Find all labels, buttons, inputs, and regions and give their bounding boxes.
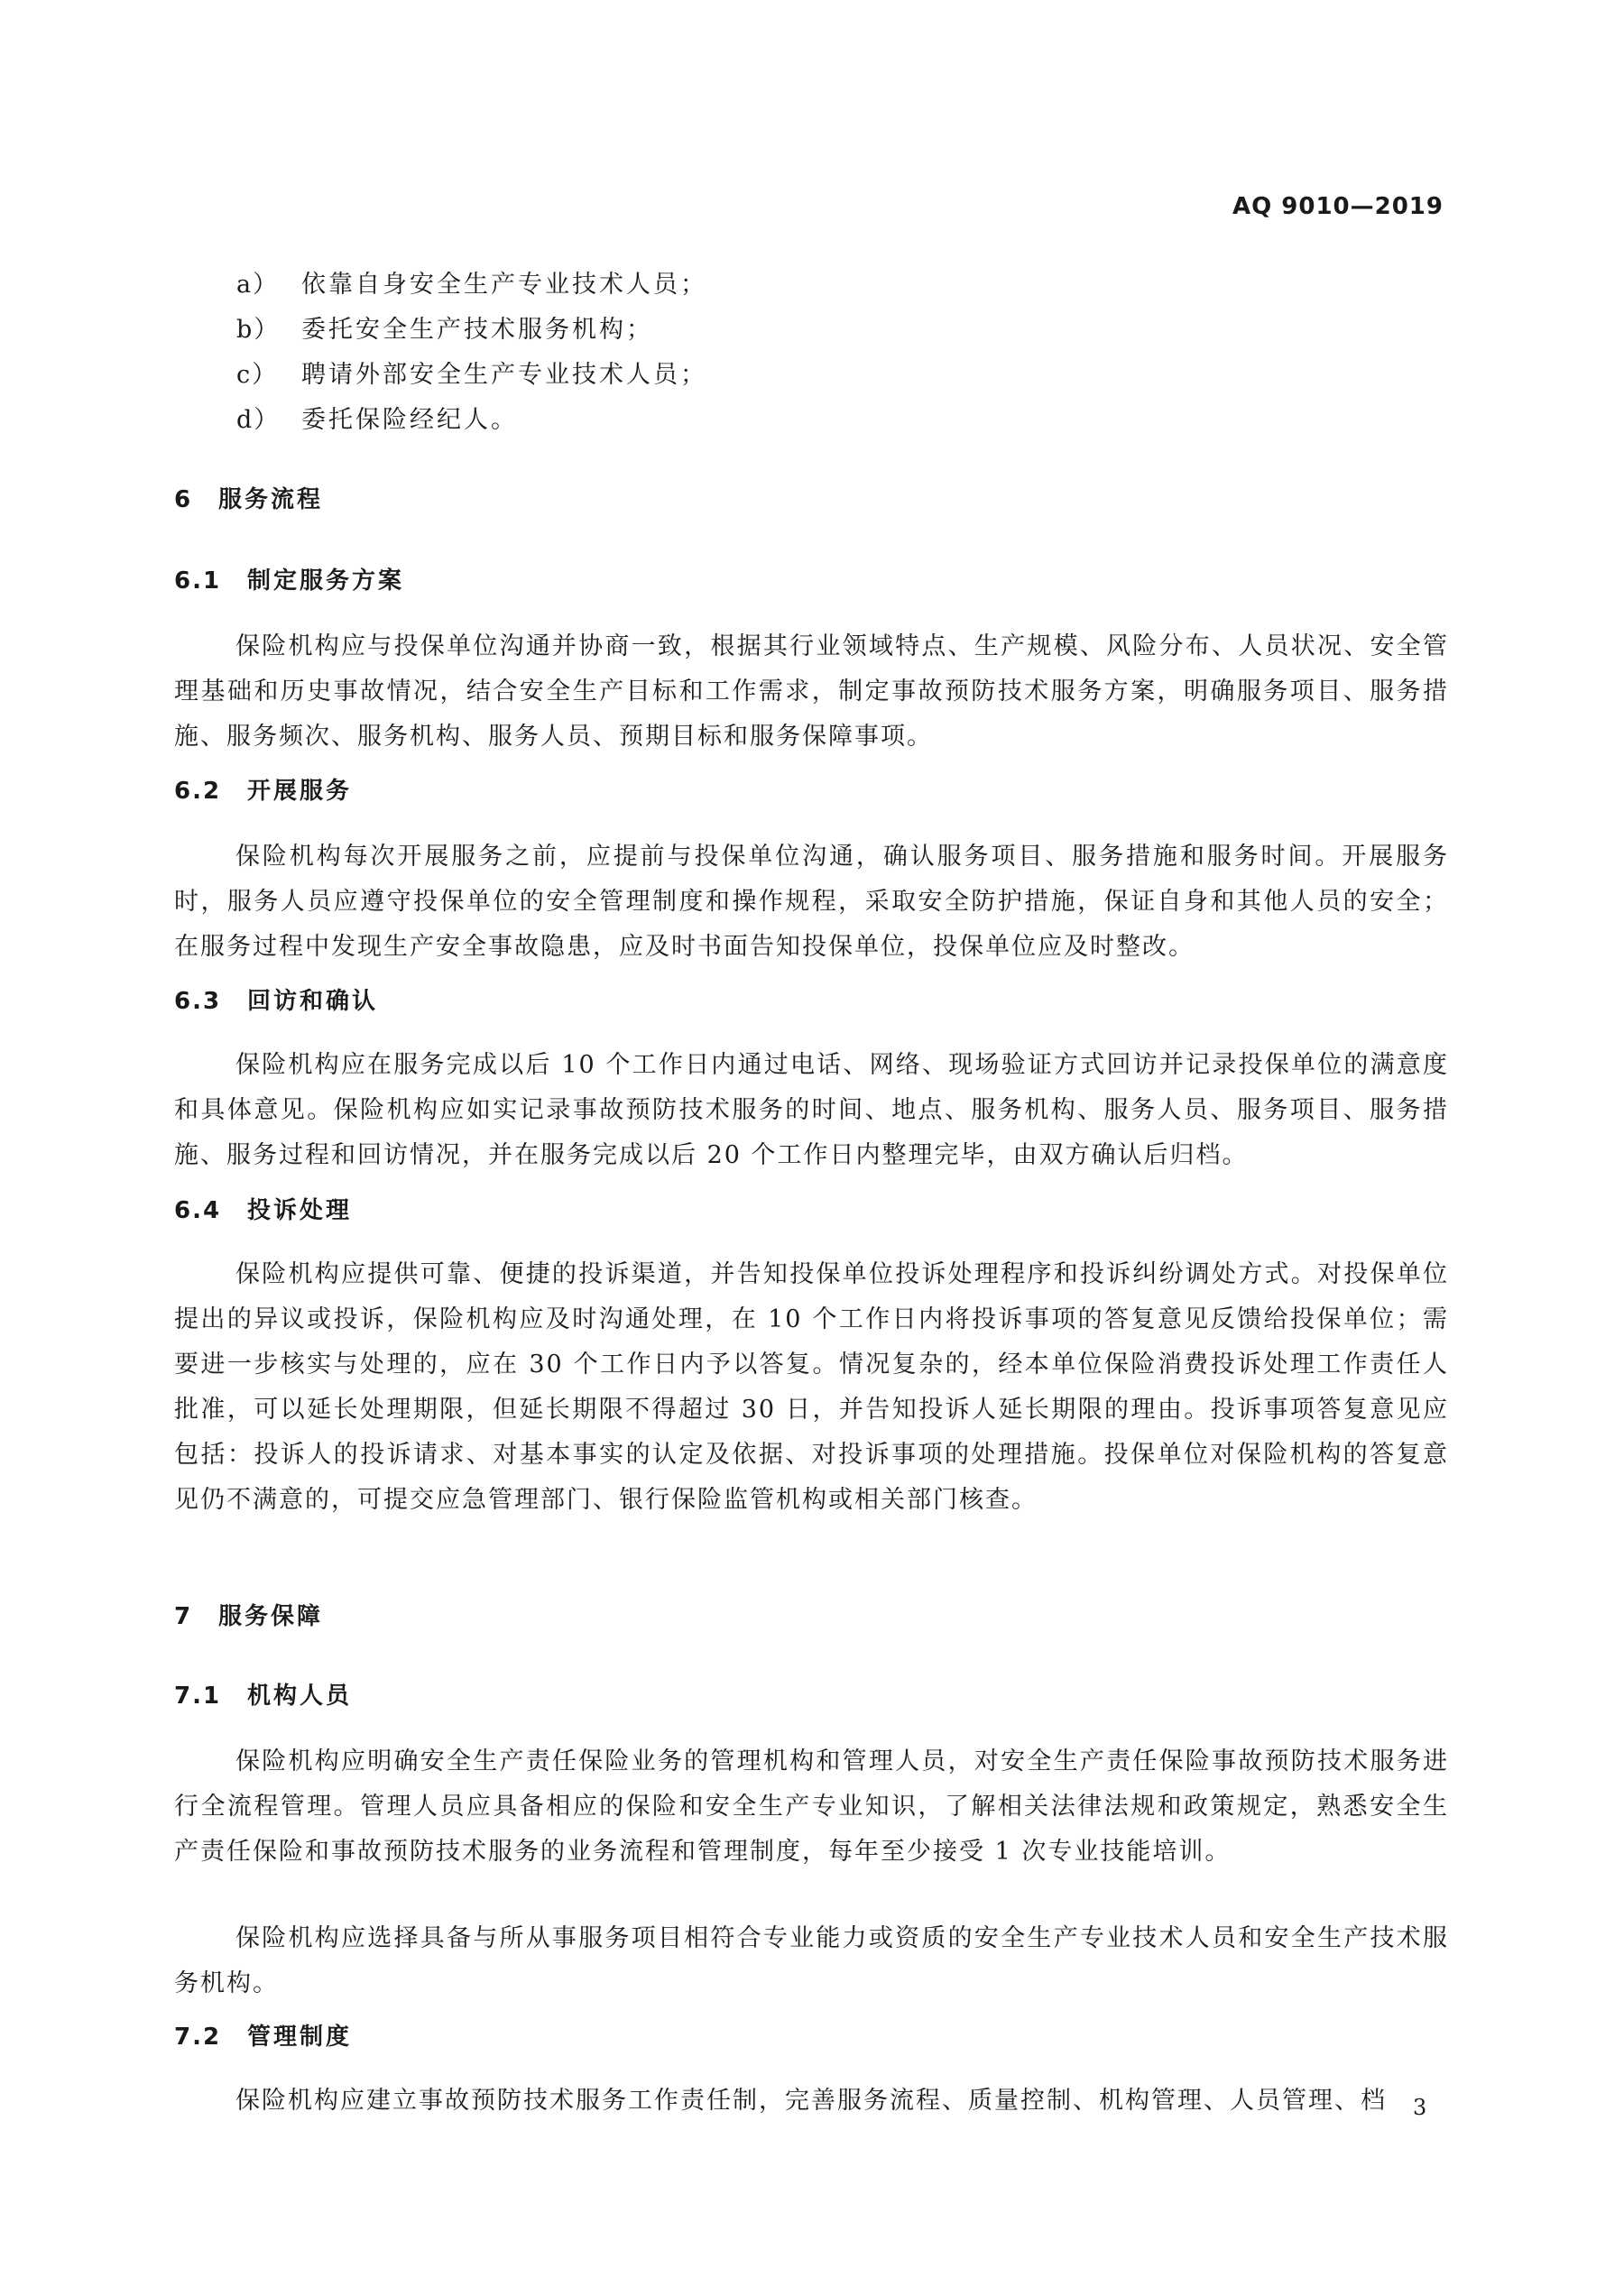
section-title: 制定服务方案	[247, 567, 405, 595]
section-title: 管理制度	[247, 2024, 353, 2051]
paragraph-7-1-a: 保险机构应明确安全生产责任保险业务的管理机构和管理人员，对安全生产责任保险事故预防技术服务进行全流程管理。管理人员应具备相应的保险和安全生产专业知识，了解相关法律法规和政策规定，熟悉安全生产责任保险和事故预防技术服务的业务流程和管理制度，每年至少接受 1 次专业技能培训。	[174, 1747, 1449, 1866]
section-title: 投诉处理	[247, 1197, 353, 1224]
section-title: 开展服务	[247, 778, 353, 805]
list-marker: a）	[236, 271, 280, 299]
section-title: 服务保障	[218, 1603, 324, 1630]
page-number: 3	[1413, 2095, 1427, 2120]
standard-code: AQ 9010—2019	[1232, 193, 1444, 220]
list-marker: d）	[236, 406, 281, 434]
section-heading-6-1	[174, 563, 404, 599]
section-number: 6	[174, 486, 193, 513]
section-title: 回访和确认	[247, 988, 379, 1015]
section-title: 服务流程	[218, 486, 324, 513]
list-text: 委托安全生产技术服务机构；	[301, 316, 653, 344]
section-number: 7.1	[174, 1683, 222, 1710]
list-item	[236, 267, 707, 303]
list-item	[236, 312, 653, 348]
paragraph-7-1-b: 保险机构应选择具备与所从事服务项目相符合专业能力或资质的安全生产专业技术人员和安全生产技术服务机构。	[174, 1924, 1449, 1997]
section-heading-7-1	[174, 1678, 352, 1714]
section-number: 6.1	[174, 567, 222, 595]
list-marker: c）	[236, 361, 279, 389]
list-item	[236, 357, 707, 393]
section-heading-6-2	[174, 773, 352, 809]
list-marker: b）	[236, 316, 281, 344]
section-heading-7-2	[174, 2019, 352, 2055]
list-text: 委托保险经纪人。	[301, 406, 518, 434]
list-text: 依靠自身安全生产专业技术人员；	[301, 271, 707, 299]
section-title: 机构人员	[247, 1683, 353, 1710]
section-number: 6.2	[174, 778, 222, 805]
paragraph-6-2: 保险机构每次开展服务之前，应提前与投保单位沟通，确认服务项目、服务措施和服务时间。开展服务时，服务人员应遵守投保单位的安全管理制度和操作规程，采取安全防护措施，保证自身和其他人员的安全；在服务过程中发现生产安全事故隐患，应及时书面告知投保单位，投保单位应及时整改。	[174, 843, 1449, 961]
paragraph-6-3: 保险机构应在服务完成以后 10 个工作日内通过电话、网络、现场验证方式回访并记录投保单位的满意度和具体意见。保险机构应如实记录事故预防技术服务的时间、地点、服务机构、服务人员、服务项目、服务措施、服务过程和回访情况，并在服务完成以后 20 个工作日内整理完毕，由双方确认后归档。	[174, 1051, 1449, 1169]
section-number: 6.3	[174, 988, 222, 1015]
paragraph-7-2: 保险机构应建立事故预防技术服务工作责任制，完善服务流程、质量控制、机构管理、人员管理、档	[235, 2087, 1387, 2115]
section-number: 7.2	[174, 2024, 222, 2051]
section-heading-6	[174, 482, 323, 518]
section-heading-7	[174, 1599, 323, 1635]
paragraph-6-4: 保险机构应提供可靠、便捷的投诉渠道，并告知投保单位投诉处理程序和投诉纠纷调处方式。对投保单位提出的异议或投诉，保险机构应及时沟通处理，在 10 个工作日内将投诉事项的答复意见反馈给投保单位；需要进一步核实与处理的，应在 30 个工作日内予以答复。情况复杂的，经本单位保险消费投诉处理工作责任人批准，可以延长处理期限，但延长期限不得超过 30 日，并告知投诉人延长期限的理由。投诉事项答复意见应包括：投诉人的投诉请求、对基本事实的认定及依据、对投诉事项的处理措施。投保单位对保险机构的答复意见仍不满意的，可提交应急管理部门、银行保险监管机构或相关部门核查。	[174, 1260, 1449, 1514]
list-text: 聘请外部安全生产专业技术人员；	[301, 361, 707, 389]
section-number: 6.4	[174, 1197, 222, 1224]
section-heading-6-4	[174, 1193, 352, 1229]
list-item	[236, 402, 518, 438]
section-number: 7	[174, 1603, 193, 1630]
section-heading-6-3	[174, 983, 378, 1019]
paragraph-6-1: 保险机构应与投保单位沟通并协商一致，根据其行业领域特点、生产规模、风险分布、人员状况、安全管理基础和历史事故情况，结合安全生产目标和工作需求，制定事故预防技术服务方案，明确服务项目、服务措施、服务频次、服务机构、服务人员、预期目标和服务保障事项。	[174, 632, 1449, 751]
